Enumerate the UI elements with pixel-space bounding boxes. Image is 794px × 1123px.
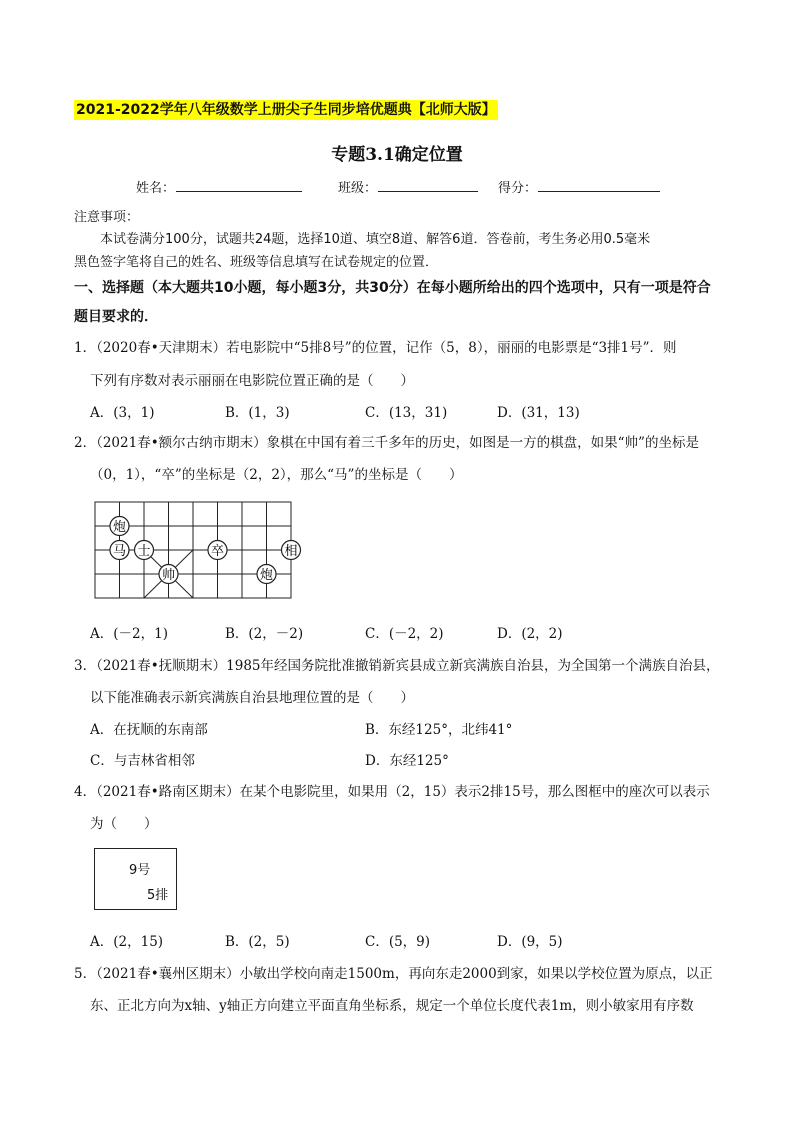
chess-piece-pao-2	[257, 565, 276, 584]
ma-label: 马	[112, 544, 127, 559]
chess-piece-xiang	[282, 541, 301, 560]
page-title: 专题3.1确定位置	[331, 145, 463, 165]
xiang-label: 相	[284, 544, 298, 559]
question-3-option-b[interactable]: B．东经125°，北纬41°	[365, 722, 513, 738]
question-4-option-b[interactable]: B．(2，5)	[225, 934, 290, 950]
shuai-label: 帅	[161, 568, 176, 583]
chessboard-figure	[94, 500, 298, 604]
zu-label: 卒	[210, 544, 225, 559]
class-field[interactable]	[378, 191, 478, 192]
question-2-option-d[interactable]: D．(2，2)	[497, 626, 563, 642]
name-label: 姓名：	[136, 181, 176, 196]
seat-frame	[94, 848, 177, 910]
chess-piece-zu	[208, 541, 227, 560]
chess-piece-ma	[110, 541, 129, 560]
question-1-option-a[interactable]: A．(3，1)	[90, 405, 155, 421]
class-label: 班级：	[338, 181, 378, 196]
name-field[interactable]	[176, 191, 302, 192]
question-3-line-2: 以下能准确表示新宾满族自治县地理位置的是（ ）	[90, 690, 414, 706]
score-field[interactable]	[538, 191, 660, 192]
seat-number: 9号	[129, 863, 151, 878]
question-1-line-1: 1．（2020春•天津期末）若电影院中“5排8号”的位置，记作（5，8），丽丽的电影票是“3排1号”．则	[74, 340, 677, 356]
question-4-line-2: 为（ ）	[90, 816, 158, 832]
chess-piece-shuai	[159, 565, 178, 584]
question-4-option-a[interactable]: A．(2，15)	[90, 934, 164, 950]
question-4-option-c[interactable]: C．(5，9)	[365, 934, 431, 950]
question-2-line-1: 2．（2021春•额尔古纳市期末）象棋在中国有着三千多年的历史，如图是一方的棋盘，如果“帅”的坐标是	[74, 435, 699, 451]
question-4-line-1: 4．（2021春•路南区期末）在某个电影院里，如果用（2，15）表示2排15号，那么图框中的座次可以表示	[74, 784, 710, 800]
section-heading-line-2: 题目要求的．	[74, 309, 158, 325]
question-2-option-a[interactable]: A．(－2，1)	[90, 626, 168, 642]
notice-line-2: 黑色签字笔将自己的姓名、班级等信息填写在试卷规定的位置．	[74, 255, 439, 270]
header-banner: 2021-2022学年八年级数学上册尖子生同步培优题典【北师大版】	[76, 102, 496, 118]
notice-line-1: 本试卷满分100分，试题共24题，选择10道、填空8道、解答6道．答卷前，考生务必用0.5毫米	[100, 232, 651, 247]
question-2-option-b[interactable]: B．(2，－2)	[225, 626, 304, 642]
question-1-option-c[interactable]: C．(13，31)	[365, 405, 448, 421]
shi-label: 士	[137, 544, 151, 559]
question-5-line-2: 东、正北方向为x轴、y轴正方向建立平面直角坐标系，规定一个单位长度代表1m，则小敏家用有序数	[90, 998, 694, 1014]
section-heading-line-1: 一、选择题（本大题共10小题，每小题3分，共30分）在每小题所给出的四个选项中，只有一项是符合	[74, 280, 711, 296]
chess-piece-shi	[135, 541, 154, 560]
question-3-option-c[interactable]: C．与吉林省相邻	[90, 753, 195, 769]
question-1-line-2: 下列有序数对表示丽丽在电影院位置正确的是（ ）	[90, 373, 414, 389]
question-3-line-1: 3．（2021春•抚顺期末）1985年经国务院批准撤销新宾县成立新宾满族自治县，为全国第一个满族自治县，	[74, 658, 720, 674]
question-3-option-d[interactable]: D．东经125°	[365, 753, 449, 769]
question-4-option-d[interactable]: D．(9，5)	[497, 934, 563, 950]
seat-row: 5排	[147, 888, 169, 903]
question-5-line-1: 5．（2021春•襄州区期末）小敏出学校向南走1500m，再向东走2000到家，如果以学校位置为原点，以正	[74, 966, 713, 982]
pao-label-1: 炮	[112, 520, 127, 535]
question-2-option-c[interactable]: C．(－2，2)	[365, 626, 444, 642]
chess-piece-pao-1	[110, 517, 129, 536]
question-1-option-b[interactable]: B．(1，3)	[225, 405, 290, 421]
score-label: 得分：	[498, 181, 538, 196]
question-3-option-a[interactable]: A．在抚顺的东南部	[90, 722, 208, 738]
question-2-line-2: （0，1），“卒”的坐标是（2，2），那么“马”的坐标是（ ）	[90, 467, 463, 483]
pao-label-2: 炮	[259, 568, 274, 583]
notice-heading: 注意事项：	[74, 210, 140, 225]
question-1-option-d[interactable]: D．(31，13)	[497, 405, 580, 421]
